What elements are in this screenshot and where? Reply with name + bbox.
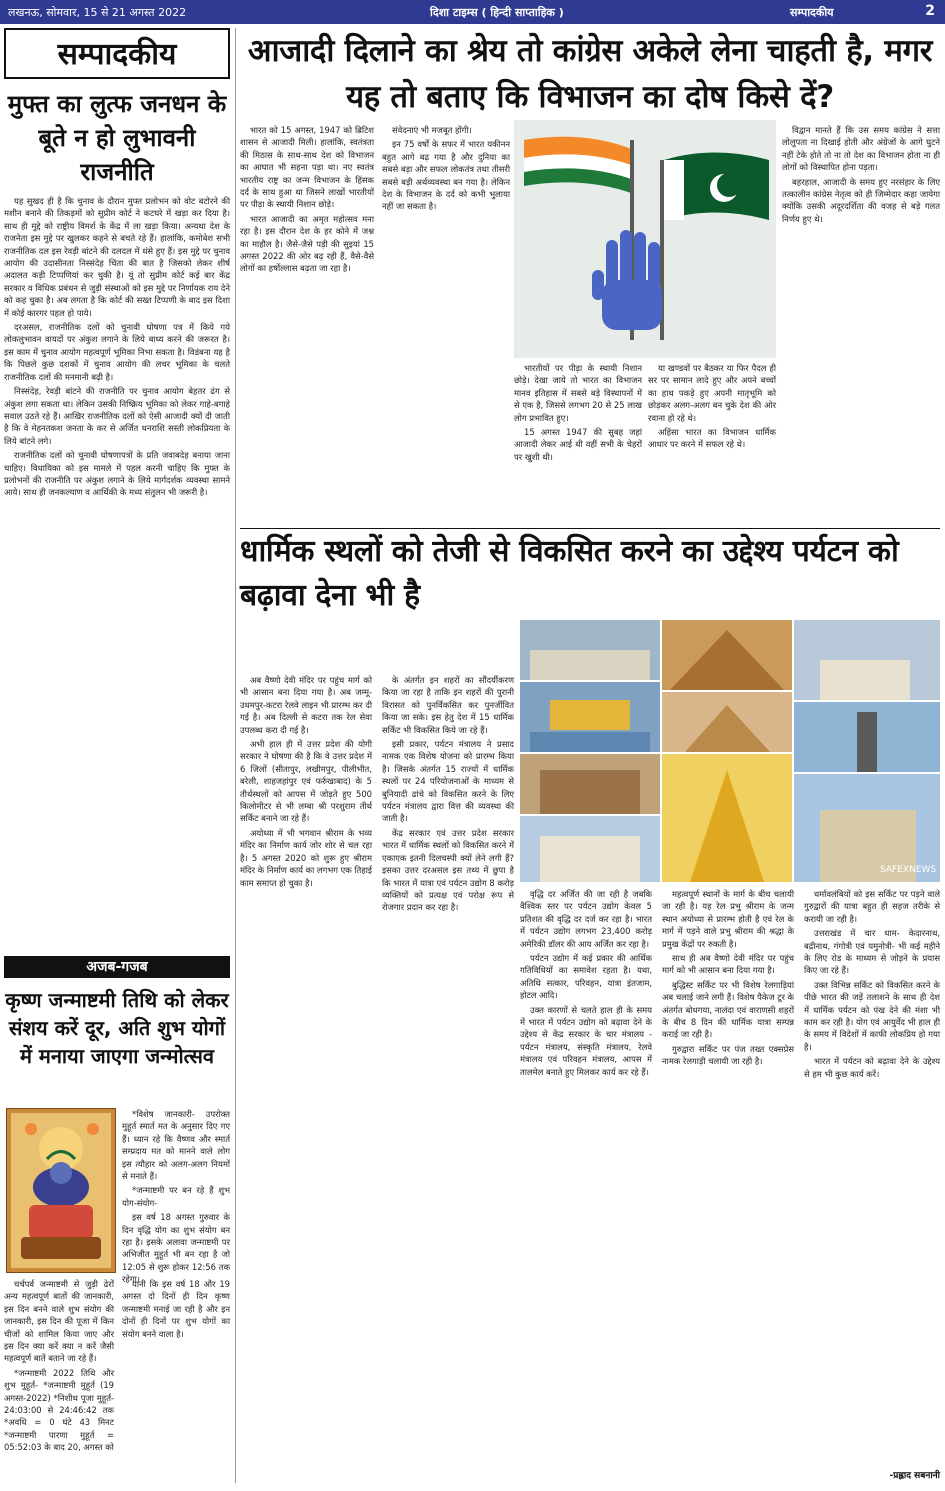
paragraph: साथ ही अब वैष्णो देवी मंदिर पर पहुंच मार्ग को भी आसान बना दिया गया है। xyxy=(662,953,794,976)
paragraph: *विशेष जानकारी- उपरोक्त मुहूर्त स्मार्त मत के अनुसार दिए गए हैं। ध्यान रहे कि वैष्णव और स्मार्त सम्प्रदाय मत को मानने वाले लोग इस त्यौहार को अलग-अलग नियमों से मनाते हैं। xyxy=(122,1109,230,1182)
janmashtami-text-bottom xyxy=(4,1278,114,1456)
paragraph: *जन्माष्टमी 2022 तिथि और शुभ मुहूर्त- *जन्माष्टमी मुहूर्त (19 अगस्त-2022) *निशीथ पूजा मुहूर्त- 24:03:00 से 24:46:42 तक *अवधि = 0 घंटे 43 मिनट *जन्माष्टमी पारणा मुहूर्त = 05:52:03 के बाद 20, अगस्त को xyxy=(4,1367,114,1453)
editorial-masthead: सम्पादकीय xyxy=(4,28,230,79)
paragraph: भारतीयों पर पीड़ा के स्थायी निशान छोड़े। देखा जाये तो भारत का विभाजन मानव इतिहास में सबसे बड़े विस्थापनों में से एक है, जिससे लगभग 20 से 25 लाख लोग प्रभावित हुए। xyxy=(514,363,642,423)
paragraph: उक्त विभिन्न सर्किट को विकसित करने के पीछे भारत की जड़ें तलाशने के साथ ही देश में धार्मिक पर्यटन को पंख देने की मंशा भी काम कर रही है। योग एवं आयुर्वेद भी हाल ही के समय में विदेशों में काफी लोकप्रिय हो गया है। xyxy=(804,979,940,1052)
temple-photo xyxy=(520,620,660,680)
section-name: सम्पादकीय xyxy=(790,6,834,19)
author-byline: -प्रह्लाद सबनानी xyxy=(889,1471,940,1481)
partition-col-5 xyxy=(782,124,940,227)
paragraph: यानी कि इस वर्ष 18 और 19 अगस्त दो दिनों ही दिन कृष्ण जन्माष्टमी मनाई जा रही है और इन दोनों ही दिनों पर शुभ योगों का संयोग बनने वाला है। xyxy=(122,1279,230,1339)
header-bar xyxy=(0,0,945,24)
partition-col-3 xyxy=(514,362,642,465)
paragraph: उक्त कारणों से चलते हाल ही के समय में भारत में पर्यटन उद्योग को बढ़ावा देने के उद्देश्य से केंद्र सरकार के चार मंत्रालय - पर्यटन मंत्रालय, संस्कृति मंत्रालय, रेलवे मंत्रालय एवं परिवहन मंत्रालय, आपस में तालमेल बनाते हुए मिलकर कार्य कर रहे हैं। xyxy=(520,1004,652,1077)
temple-photo xyxy=(520,754,660,814)
temple-photo xyxy=(794,620,940,700)
janmashtami-headline: कृष्ण जन्माष्टमी तिथि को लेकर संशय करें दूर, अति शुभ योगों में मनाया जाएगा जन्मोत्सव xyxy=(5,988,229,1068)
paragraph: इसी प्रकार, पर्यटन मंत्रालय ने प्रसाद नामक एक विशेष योजना को प्रारम्भ किया है। जिसके अंतर्गत 15 राज्यों में धार्मिक स्थलों पर 24 परियोजनाओं के माध्यम से बुनियादी ढांचे को विकसित करने के लिए पर्यटन मंत्रालय द्वारा वित्त की व्यवस्था की जाती है। xyxy=(382,739,514,824)
partition-col-4 xyxy=(648,362,776,453)
paragraph: 15 अगस्त 1947 की सुबह जहां आजादी लेकर आई थी वहीं सभी के चेहरों पर खुशी थी। xyxy=(514,427,642,462)
paragraph: या खण्डवों पर बैठकर या फिर पैदल ही सर पर सामान लादे हुए और अपने बच्चों का हाथ पकड़े हुए अपनी मातृभूमि को छोड़कर अलग-अलग बन चुके देश की ओर रवाना हो रहे थे। xyxy=(648,363,776,423)
paragraph: इन 75 वर्षों के सफर में भारत यकीनन बहुत आगे बढ़ गया है और दुनिया का सबसे बड़ा और सफल लोकतंत्र तथा तीसरी सबसे बड़ी अर्थव्यवस्था बन गया है। लेकिन देश के विभाजन के दर्द को कभी भुलाया नहीं जा सकता है। xyxy=(382,139,510,212)
paragraph: बुद्धिस्ट सर्किट पर भी विशेष रेलगाड़ियां अब चलाई जाने लगी हैं। विशेष पैकेज टूर के अंतर्गत बोधगया, नालंदा एवं वाराणसी शहरों के बीच 8 दिन की धार्मिक यात्रा सम्पन्न कराई जा रही है। xyxy=(662,979,794,1040)
paragraph: महत्वपूर्ण स्थानों के मार्ग के बीच चलायी जा रही है। यह रेल प्रभु श्रीराम के जन्म स्थान अयोध्या से प्रारम्भ होती है एवं रेल के मार्ग में पड़ने वाले प्रभु श्रीराम की श्रद्धा के प्रमुख केंद्रों पर रुकती है। xyxy=(662,889,794,949)
paragraph: अहिंसा भारत का विभाजन धार्मिक आधार पर करने में सफल रहे थे। xyxy=(648,427,776,450)
editorial-body xyxy=(4,195,230,499)
temples-collage xyxy=(520,620,940,882)
paragraph: विद्वान मानते हैं कि उस समय कांग्रेस ने सत्ता लोलुपता ना दिखाई होती और अंग्रेजों के आगे घुटने नहीं टेके होते तो ना तो देश का विभाजन होता ना ही लोगों को विस्थापित होना पड़ता। xyxy=(782,125,940,173)
paragraph: वृद्धि दर अर्जित की जा रही है जबकि वैश्विक स्तर पर पर्यटन उद्योग केवल 5 प्रतिशत की वृद्धि दर दर्ज कर रहा है। भारत में पर्यटन उद्योग लगभग 23,400 करोड़ अमेरिकी डॉलर की आय अर्जित कर रहा है। xyxy=(520,889,652,949)
paragraph: भारत आजादी का अमृत महोत्सव मना रहा है। इस दौरान देश के हर कोने में जश्न का माहौल है। जैसे-जैसे पड़ी की सुइयां 15 अगस्त 2022 की ओर बढ़ रही हैं, वैसे-वैसे लोगों का हर्षोल्लास बढ़ता जा रहा है। xyxy=(240,213,374,274)
paragraph: इस वर्ष 18 अगस्त गुरुवार के दिन वृद्धि योग का शुभ संयोग बन रहा है। इसके अलावा जन्माष्टमी पर अभिजीत मुहूर्त भी बन रहा है जो 12:05 से शुरू होकर 12:56 तक रहेगा। xyxy=(122,1212,230,1285)
watermark-text: SAFEXNEWS xyxy=(880,865,937,875)
statue-photo xyxy=(794,702,940,772)
editorial-headline: मुफ्त का लुत्फ जनधन के बूते न हो लुभावनी राजनीति xyxy=(7,90,227,186)
paragraph: भारत में पर्यटन को बढ़ावा देने के उद्देश्य से हम भी कुछ कार्य करें। xyxy=(804,1056,940,1079)
partition-col-1 xyxy=(240,124,374,277)
partition-image xyxy=(514,120,776,358)
paragraph: गुरुद्वारा सर्किट पर पंज तख्त एक्सप्रेस नामक रेलगाड़ी चलायी जा रही है। xyxy=(662,1043,794,1067)
tourism-col-3 xyxy=(520,888,652,1080)
paragraph: उत्तराखंड में चार धाम- केदारनाथ, बद्रीनाथ, गंगोत्री एवं यमुनोत्री- भी कई महीने के लिए रोड के माध्यम से जोड़ने के प्रयास किए जा रहे हैं। xyxy=(804,928,940,976)
tourism-col-2 xyxy=(382,674,514,916)
paragraph: राजनीतिक दलों को चुनावी घोषणापत्रों के प्रति जवाबदेह बनाया जाना चाहिए। विधायिका को इस मामले में पहल करनी चाहिए कि मुफ्त के प्रलोभनों की राजनीति पर अंकुश लगाने के लिये मार्गदर्शक व्यवस्था सामने आये। साथ ही जनकल्याण व आर्थिकी के मध्य संतुलन भी जरूरी है। xyxy=(4,450,230,498)
paragraph: दरअसल, राजनीतिक दलों को चुनावी घोषणा पत्र में किये गये लोकलुभावन वायदों पर अंकुश लगाने के लिये बाध्य करने की जरूरत है। इस काम में चुनाव आयोग महत्वपूर्ण भूमिका निभा सकता है। विडंबना यह है कि पिछले कुछ दशकों में चुनाव आयोग की लचर भूमिका के चलते राजनीतिक दलों की मनमानी बढ़ी है। xyxy=(4,322,230,382)
column-divider xyxy=(235,28,236,1483)
paragraph: भारत को 15 अगस्त, 1947 को ब्रिटिश शासन से आजादी मिली। हालांकि, स्वतंत्रता की मिठास के साथ-साथ देश को विभाजन का आघात भी सहना पड़ा था। नए स्वतंत्र भारतीय राष्ट्र का जन्म विभाजन के हिंसक दर्द के साथ हुआ था जिसने लाखों भारतीयों पर पीड़ा के स्थायी निशान छोड़े। xyxy=(240,125,374,210)
krishna-image-icon xyxy=(7,1109,115,1272)
paragraph: संवेदनाएं भी मजबूत होंगी। xyxy=(392,125,472,135)
janmashtami-text-right xyxy=(122,1108,230,1288)
paragraph: अयोध्या में भी भगवान श्रीराम के भव्य मंदिर का निर्माण कार्य जोर शोर से चल रहा है। 5 अगस्त 2020 को शुरू हुए श्रीराम मंदिर के निर्माण कार्य का लगभग एक तिहाई काम समाप्त हो चुका है। xyxy=(240,827,372,888)
issue-date: लखनऊ, सोमवार, 15 से 21 अगस्त 2022 xyxy=(8,6,187,19)
krishna-illustration xyxy=(6,1108,116,1273)
paragraph: अब वैष्णो देवी मंदिर पर पहुंच मार्ग को भी आसान बना दिया गया है। अब जम्मू-उधमपुर-कटरा रेलवे लाइन भी प्रारम्भ कर दी गई है। अब दिल्ली से कटरा तक रेल सेवा उपलब्ध करा दी गई है। xyxy=(240,675,372,735)
paragraph: केंद्र सरकार एवं उत्तर प्रदेश सरकार भारत में धार्मिक स्थलों को विकसित करने में एकाएक इतनी दिलचस्पी क्यों लेने लगी हैं? इसका उत्तर दरअसल इस तथ्य में छुपा है कि भारत में यात्रा एवं पर्यटन उद्योग 8 करोड़ व्यक्तियों को प्रत्यक्ष एवं परोक्ष रूप से रोजगार प्रदान कर रहा है। xyxy=(382,827,514,913)
paper-name: दिशा टाइम्स ( हिन्दी साप्ताहिक ) xyxy=(430,6,564,19)
golden-temple-photo xyxy=(520,682,660,752)
paragraph: यह सुखद ही है कि चुनाव के दौरान मुफ्त प्रलोभन को वोट बटोरने की मशीन बनाने की तिकड़मों को सुप्रीम कोर्ट ने कटघरे में खड़ा कर दिया है। साथ ही मुद्दे को राष्ट्रीय विमर्श के केंद्र में ला खड़ा किया। अन्यथा देश के राजनेता इस मुद्दे पर खुलकर कहने से बचते रहे हैं। हालांकि, कमोबेश सभी राजनीतिक दल इस रेवड़ी बांटने की दलदल में धंसे हुए हैं। इस मुद्दे पर चुनाव आयोग की उदासीनता निस्संदेह चिंता की बात है जिसको लेकर शीर्ष अदालत कड़ी टिप्पणियां कर चुकी है। यूं तो सुप्रीम कोर्ट कई बार केंद्र सरकार व विधिक प्रबंधन से जुड़ी संस्थाओं को इस मुद्दे पर निर्णायक राय देने को कह चुका है। अब लगता है कि कोर्ट की सख्त टिप्पणी के बाद इस दिशा में कोई कारगर पहल हो पाये। xyxy=(4,196,230,318)
partition-col-2 xyxy=(382,124,510,215)
paragraph: बहरहाल, आजादी के समय हुए नरसंहार के लिए तत्कालीन कांग्रेस नेतृत्व को ही जिम्मेदार कहा जायेगा क्योंकि उसकी अदूरदर्शिता की वजह से बड़े गलत निर्णय हुए थे। xyxy=(782,176,940,224)
partition-headline: आजादी दिलाने का श्रेय तो कांग्रेस अकेले लेना चाहती है, मगर यह तो बताए कि विभाजन का दोष किसे दें? xyxy=(247,33,933,115)
section-rule xyxy=(240,528,940,529)
temple-photo xyxy=(662,620,792,690)
paragraph: पर्यटन उद्योग में कई प्रकार की आर्थिक गतिविधियों का समावेश रहता है। यथा, अतिथि सत्कार, परिवहन, यात्रा इंतजाम, होटल आदि। xyxy=(520,953,652,1001)
tourism-headline: धार्मिक स्थलों को तेजी से विकसित करने का उद्देश्य पर्यटन को बढ़ावा देना भी है xyxy=(240,534,899,613)
ajab-gajab-label: अजब-गजब xyxy=(4,956,230,978)
editorial-column xyxy=(4,28,230,1483)
paragraph: धर्मावलंबियों को इस सर्किट पर पड़ने वाले गुरुद्वारों की यात्रा बहुत ही सहज तरीके से करायी जा रही है। xyxy=(804,889,940,924)
tourism-col-5 xyxy=(804,888,940,1082)
paragraph: के अंतर्गत इन शहरों का सौंदर्यीकरण किया जा रहा है ताकि इन शहरों की पुरानी विरासत को पुनर्विकसित कर पुनर्जीवित किया जा सके। इस हेतु देश में 15 धार्मिक सर्किट भी विकसित किये जा रहे हैं। xyxy=(382,675,514,735)
paragraph: निस्संदेह, रेवड़ी बांटने की राजनीति पर चुनाव आयोग बेहतर ढंग से अंकुश लगा सकता था। लेकिन उसकी निष्क्रिय भूमिका को लेकर गाहे-बगाहे सवाल उठते रहे हैं। आखिर राजनीतिक दलों को ऐसी आजादी क्यों दी जाती है कि वे मेहनतकश जनता के कर से अर्जित धनराशि सस्ती लोकप्रियता के लिये बांटने लगे। xyxy=(4,386,230,446)
temple-photo xyxy=(520,816,660,882)
janmashtami-text-right-bottom xyxy=(122,1278,230,1342)
paragraph: *जन्माष्टमी पर बन रहे हैं शुभ योग-संयोग- xyxy=(122,1185,230,1208)
page-number: 2 xyxy=(925,3,935,19)
paragraph: अभी हाल ही में उत्तर प्रदेश की योगी सरकार ने घोषणा की है कि वे उत्तर प्रदेश में 6 जिलों (सीतापुर, लखीमपुर, पीलीभीत, बरेली, शाहजहांपुर एवं फर्रुखाबाद) के 5 तीर्थस्थलों को आपस में जोड़ते हुए 500 किलोमीटर से भी लम्बा श्री परशुराम तीर्थ सर्किट बनाने जा रहे हैं। xyxy=(240,739,372,824)
paragraph: चर्चपर्व जन्माष्टमी से जुड़ी ढेरों अन्य महत्वपूर्ण बातों की जानकारी, इस दिन बनने वाले शुभ संयोग की जानकारी, इस दिन की पूजा में किन चीजों को शामिल किया जाए और इस दिन क्या करें क्या न करें जैसी महत्वपूर्ण बातें बताने जा रहे हैं। xyxy=(4,1279,114,1364)
tourism-col-4 xyxy=(662,888,794,1070)
temple-photo xyxy=(662,692,792,752)
gopuram-photo xyxy=(662,754,792,882)
tourism-col-1 xyxy=(240,674,372,891)
